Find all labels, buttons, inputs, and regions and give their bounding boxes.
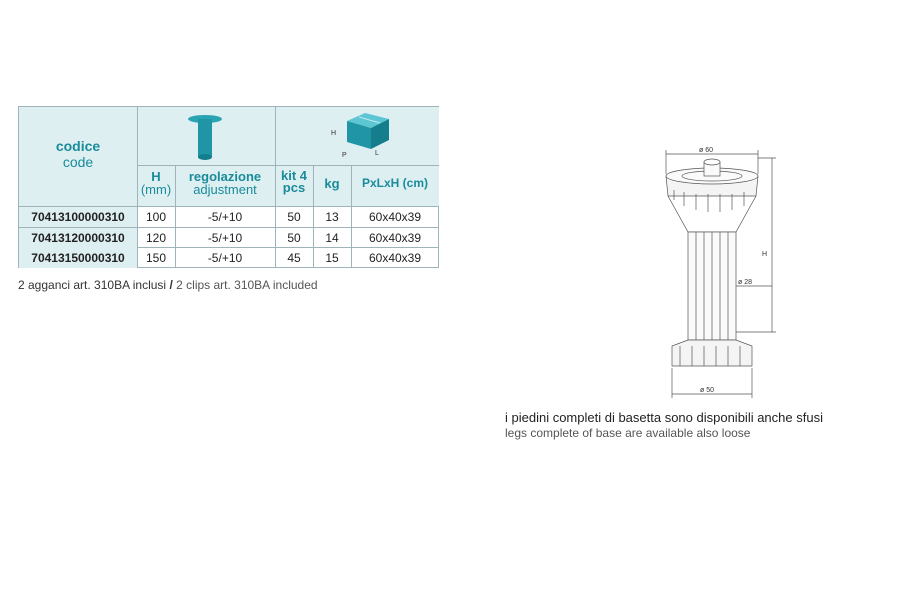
code-header-it: codice <box>55 138 101 154</box>
dims-header: PxLxH (cm) <box>361 176 429 190</box>
table-row <box>19 228 438 248</box>
row-kg: 13 <box>325 210 339 224</box>
row-h: 120 <box>145 231 167 245</box>
adjustment-header: regolazione adjustment <box>188 169 262 197</box>
base-diameter-label: ø 50 <box>700 387 715 394</box>
clips-note-separator: / <box>169 278 173 292</box>
kg-header: kg <box>324 176 340 191</box>
row-kit: 50 <box>287 231 301 245</box>
code-header <box>19 138 137 170</box>
row-adjustment: -5/+10 <box>207 231 243 245</box>
row-dims: 60x40x39 <box>368 251 422 265</box>
row-h: 150 <box>145 251 167 265</box>
row-dims: 60x40x39 <box>368 210 422 224</box>
box-label-l: L <box>375 150 379 157</box>
row-code: 70413100000310 <box>19 207 137 227</box>
row-kg: 14 <box>325 231 339 245</box>
box-icon <box>327 109 401 163</box>
leg-technical-drawing <box>652 140 792 410</box>
row-h: 100 <box>145 210 167 224</box>
row-code: 70413120000310 <box>19 228 137 248</box>
code-header-en: code <box>62 154 94 170</box>
clips-note <box>18 278 318 292</box>
clips-note-en: 2 clips art. 310BA included <box>176 278 318 292</box>
leg-icon <box>185 113 225 163</box>
row-dims: 60x40x39 <box>368 231 422 245</box>
box-label-p: P <box>342 152 347 159</box>
row-kit: 45 <box>287 251 301 265</box>
table-row <box>19 207 438 227</box>
row-kg: 15 <box>325 251 339 265</box>
table-row <box>19 248 438 268</box>
clips-note-it: 2 agganci art. 310BA inclusi <box>18 278 167 292</box>
h-header: H (mm) <box>140 169 172 197</box>
divider <box>137 165 439 166</box>
row-kit: 50 <box>287 210 301 224</box>
caption-en: legs complete of base are available also loose <box>505 426 751 440</box>
kit-header: kit 4 pcs <box>280 168 307 195</box>
row-adjustment: -5/+10 <box>207 210 243 224</box>
mid-diameter-label: ø 28 <box>738 279 753 286</box>
product-table <box>18 106 439 268</box>
caption-it: i piedini completi di basetta sono disponibili anche sfusi <box>505 410 823 425</box>
row-adjustment: -5/+10 <box>207 251 243 265</box>
row-code: 70413150000310 <box>19 248 137 268</box>
height-label: H <box>762 251 768 258</box>
box-label-h: H <box>331 130 337 137</box>
top-diameter-label: ø 60 <box>699 147 714 154</box>
